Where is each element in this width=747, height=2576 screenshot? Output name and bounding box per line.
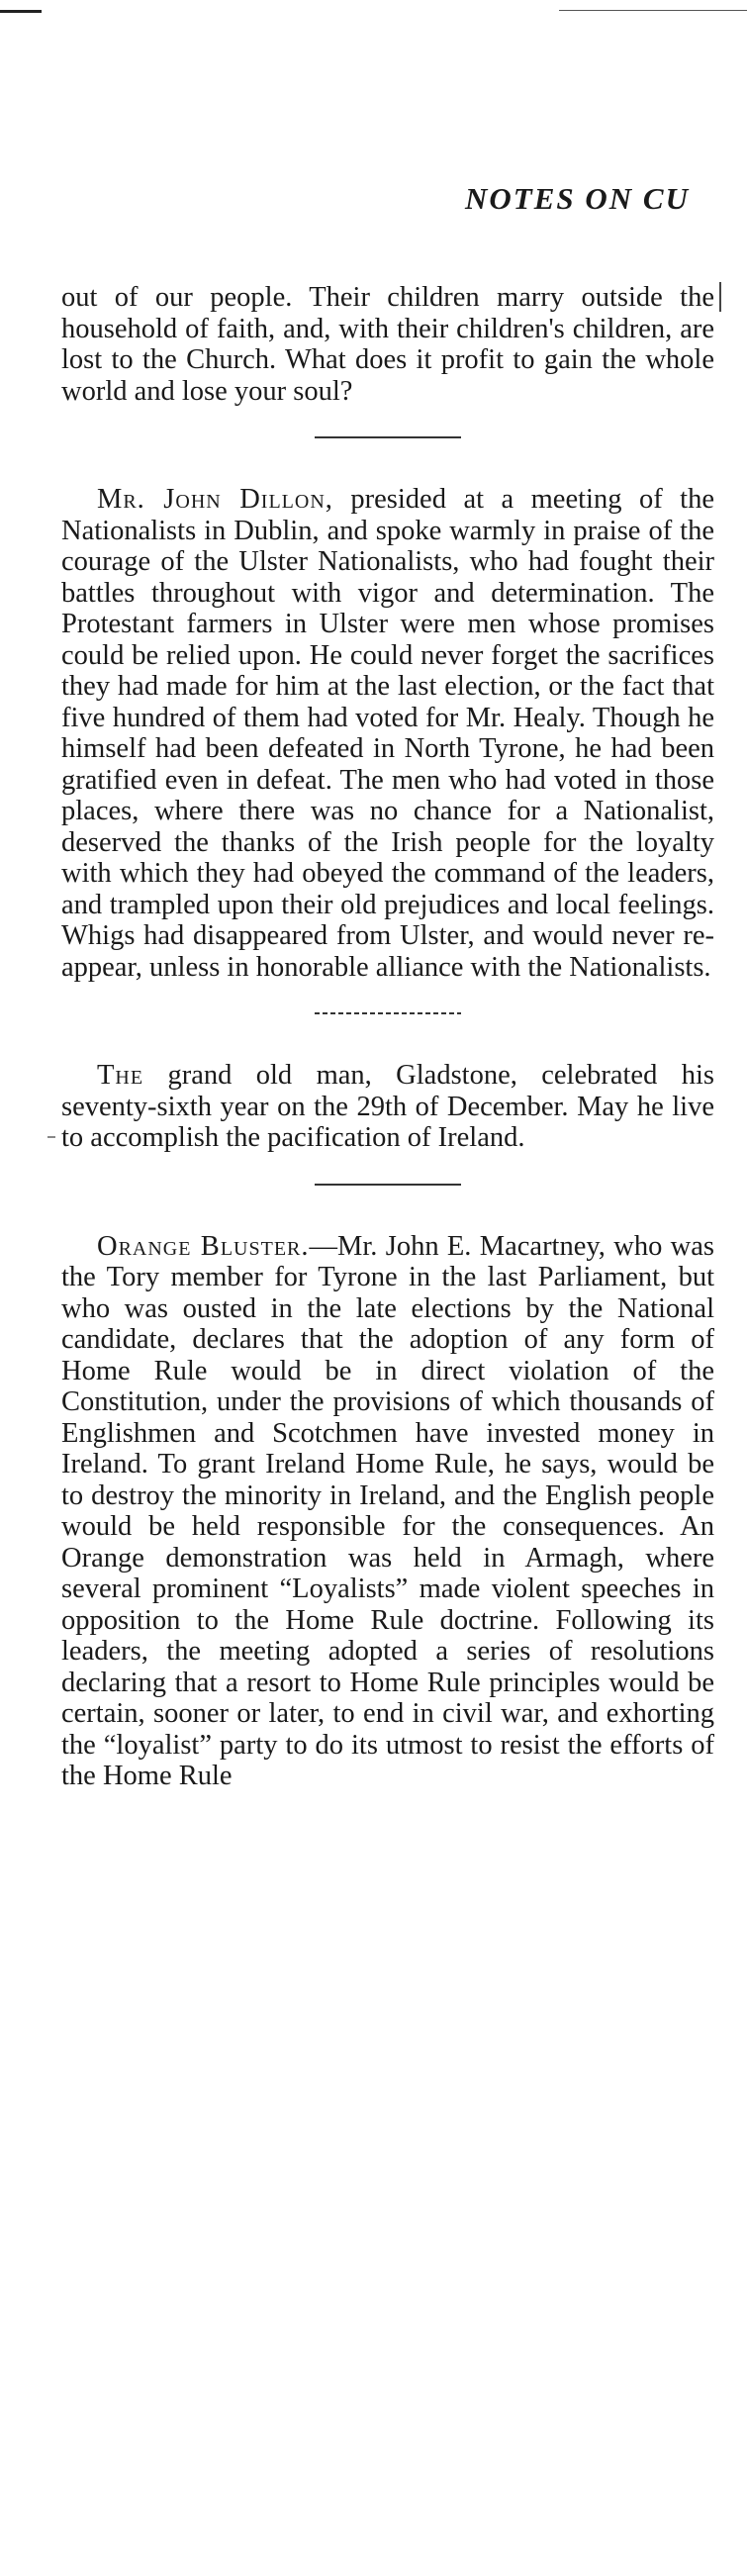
- paragraph-lead: Mr. John Dillon,: [97, 484, 333, 515]
- text-column: [61, 282, 714, 1792]
- paragraph-text: grand old man, Gladstone, celebrated his seventy-sixth year on the 29th of December. May he live to accomplish the pacification of Ireland.: [61, 1060, 714, 1153]
- top-mark: [0, 10, 42, 13]
- paragraph-gladstone: [61, 1060, 714, 1154]
- paragraph-lead: The: [97, 1060, 144, 1091]
- running-head: NOTES ON CU: [465, 181, 690, 216]
- margin-tick: [47, 1136, 55, 1138]
- paragraph-text: presided at a meeting of the Nationalists in Dublin, and spoke warmly in praise of the courage of the Ulster Nationalists, who had fought their battles throughout with vigor and determination. The Protestant farmers in Ulster were men whose promises could be relied upon. He could never forget the sacrifices they had made for him at the last election, or the fact that five hundred of them had voted for Mr. Healy. Though he himself had been defeated in North Tyrone, he had been gratified even in defeat. The men who had voted in those places, where there was no chance for a Nationalist, deserved the thanks of the Irish people for the loyalty with which they had obeyed the command of the leaders, and trampled upon their old prejudices and local feelings. Whigs had disappeared from Ulster, and would never re-appear, unless in honorable alliance with the Nationalists.: [61, 484, 714, 983]
- margin-mark: [719, 282, 721, 312]
- paragraph-text: —Mr. John E. Macartney, who was the Tory member for Tyrone in the last Parliament, but who was ousted in the late elections by the National candidate, declares that the adoption of any form of Home Rule would be in direct violation of the Constitution, under the provisions of which thousands of Englishmen and Scotchmen have invested money in Ireland. To grant Ireland Home Rule, he says, would be to destroy the minority in Ireland, and the English people would be held responsible for the consequences. An Orange demonstration was held in Armagh, where several prominent “Loyalists” made violent speeches in opposition to the Home Rule doctrine. Following its leaders, the meeting adopted a series of resolutions declaring that a resort to Home Rule principles would be certain, sooner or later, to end in civil war, and exhorting the “loyalist” party to do its utmost to resist the efforts of the Home Rule: [61, 1230, 714, 1791]
- paragraph-continuation: [61, 282, 714, 407]
- paragraph-lead: Orange Bluster.: [97, 1230, 310, 1262]
- paragraph-orange-bluster: [61, 1231, 714, 1792]
- paragraph-dillon: [61, 484, 714, 983]
- paragraph-text: out of our people. Their children marry outside the household of faith, and, with their children's children, are lost to the Church. What does it profit to gain the whole world and lose your soul?: [61, 282, 714, 407]
- top-rule: [559, 10, 747, 11]
